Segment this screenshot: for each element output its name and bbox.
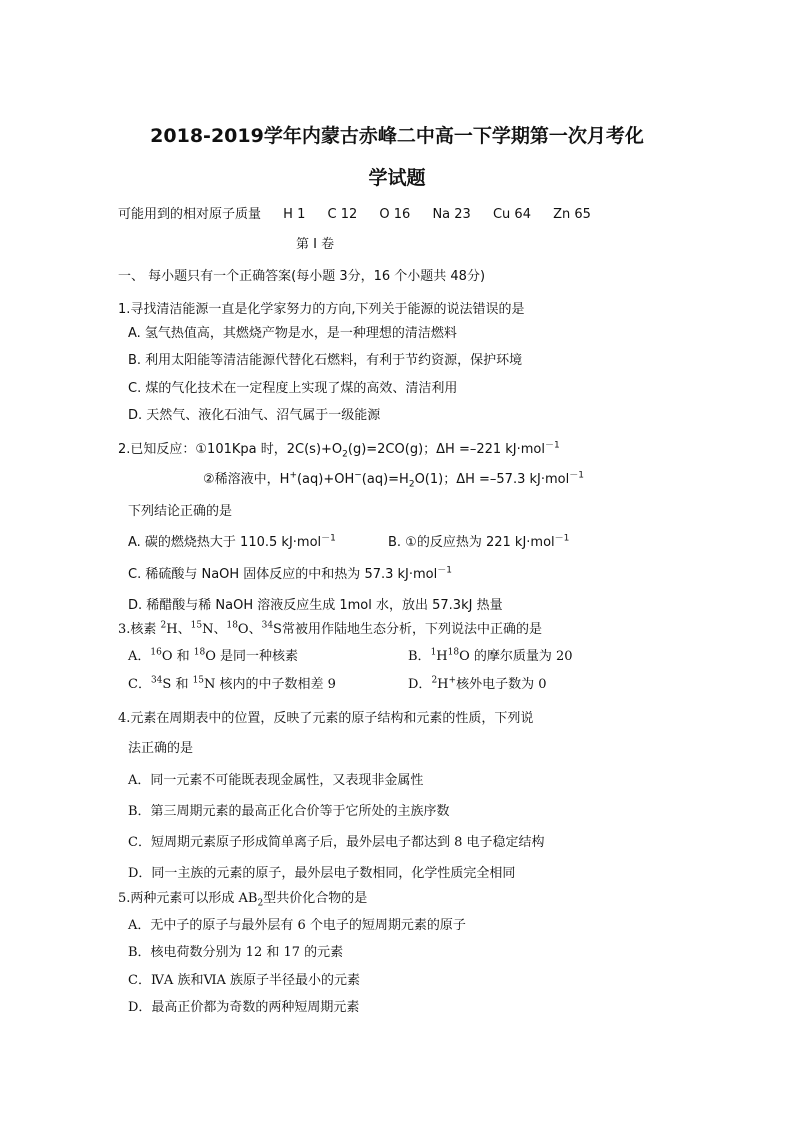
q2-reaction-part: (aq)=H	[361, 472, 409, 487]
volume-heading: 第 I 卷	[296, 237, 335, 252]
q5-option-b: B．核电荷数分别为 12 和 17 的元素	[128, 945, 344, 960]
q3-option-part: O 是同一种核素	[205, 649, 299, 664]
q2-conclusion: 下列结论正确的是	[128, 504, 233, 519]
q5-option-c: C．ⅣA 族和ⅥA 族原子半径最小的元素	[128, 973, 361, 988]
q2-option-c	[128, 566, 452, 584]
q5-stem-part: 型共价化合物的是	[263, 891, 368, 906]
superscript: 1	[430, 647, 437, 658]
q4-option-d: D．同一主族的元素的原子，最外层电子数相同，化学性质完全相同	[128, 866, 516, 881]
q2-stem	[118, 441, 560, 459]
superscript: 34	[261, 620, 274, 631]
superscript: －1	[437, 565, 452, 576]
superscript: 18	[447, 647, 460, 658]
q4-stem-line1: 4.元素在周期表中的位置，反映了元素的原子结构和元素的性质，下列说	[118, 711, 534, 726]
q3-option-part: C．	[128, 677, 151, 692]
q2-option-a-text: A. 碳的燃烧热大于 110.5 kJ·mol	[128, 535, 322, 550]
mass-c: C 12	[327, 207, 358, 222]
q5-stem	[118, 890, 367, 908]
subscript: 2	[342, 449, 348, 460]
mass-o: O 16	[379, 207, 411, 222]
exam-title-line1: 2018-2019学年内蒙古赤峰二中高一下学期第一次月考化	[150, 125, 644, 147]
q3-option-part: O 的摩尔质量为 20	[459, 649, 573, 664]
q3-option-part: O 和	[161, 649, 194, 664]
q1-option-b: B. 利用太阳能等清洁能源代替化石燃料，有利于节约资源，保护环境	[128, 353, 523, 368]
subscript: 2	[257, 898, 264, 909]
q2-reaction-part: (aq)+OH	[296, 472, 355, 487]
superscript: −	[354, 470, 362, 481]
superscript: 18	[193, 647, 206, 658]
subscript: 2	[408, 479, 415, 490]
superscript: 15	[192, 675, 205, 686]
q4-option-b: B．第三周期元素的最高正化合价等于它所处的主族序数	[128, 804, 450, 819]
q3-option-part: A．	[128, 649, 151, 664]
q2-option-b-text: B. ①的反应热为 221 kJ·mol	[388, 535, 555, 550]
superscript: 2	[431, 675, 438, 686]
q3-stem-part: H、	[166, 622, 191, 637]
section-heading: 一、 每小题只有一个正确答案(每小题 3分，16 个小题共 48分)	[118, 269, 486, 284]
q5-option-d: D．最高正价都为奇数的两种短周期元素	[128, 1000, 360, 1015]
atomic-mass-line	[118, 206, 609, 224]
q3-stem	[118, 621, 542, 639]
superscript: 18	[226, 620, 238, 631]
q4-option-a: A．同一元素不可能既表现金属性，又表现非金属性	[128, 773, 424, 788]
mass-zn: Zn 65	[553, 207, 591, 222]
q2-reaction-part: ②稀溶液中，H	[203, 472, 290, 487]
q1-stem: 1.寻找清洁能源一直是化学家努力的方向,下列关于能源的说法错误的是	[118, 302, 525, 317]
superscript: －1	[321, 533, 336, 544]
q3-stem-part: S常被用作陆地生态分析，下列说法中正确的是	[273, 622, 542, 637]
q5-option-a: A．无中子的原子与最外层有 6 个电子的短周期元素的原子	[128, 918, 466, 933]
q2-reaction-2	[203, 471, 584, 489]
q5-stem-part: 5.两种元素可以形成 AB	[118, 891, 258, 906]
mass-h: H 1	[283, 207, 306, 222]
q3-stem-part: 3.核素	[118, 622, 161, 637]
q2-option-b	[388, 534, 569, 552]
q1-option-d: D. 天然气、液化石油气、沼气属于一级能源	[128, 408, 381, 423]
q3-option-b	[408, 648, 573, 666]
q3-option-c	[128, 676, 336, 694]
q3-option-part: B．	[408, 649, 431, 664]
mass-na: Na 23	[432, 207, 471, 222]
q3-option-part: H	[437, 677, 449, 692]
atomic-mass-label: 可能用到的相对原子质量	[118, 207, 262, 222]
superscript: +	[289, 470, 297, 481]
q2-reaction-part: O(1)；ΔH =–57.3 kJ·mol	[414, 472, 570, 487]
superscript: －1	[545, 440, 560, 451]
q3-stem-part: O、	[237, 622, 262, 637]
superscript: 34	[150, 675, 163, 686]
superscript: 2	[160, 620, 167, 631]
q3-option-a	[128, 648, 298, 666]
q3-option-part: 核外电子数为 0	[456, 677, 547, 692]
q4-stem-line2: 法正确的是	[128, 741, 194, 756]
q3-option-d	[408, 676, 546, 694]
q1-option-c: C. 煤的气化技术在一定程度上实现了煤的高效、清洁利用	[128, 381, 458, 396]
superscript: －1	[569, 470, 584, 481]
mass-cu: Cu 64	[492, 207, 531, 222]
q3-option-part: S 和	[162, 677, 193, 692]
q2-option-a	[128, 534, 336, 552]
q2-stem-part: 2.已知反应：①101Kpa 时，2C(s)+O	[118, 442, 343, 457]
q3-option-part: N 核内的中子数相差 9	[204, 677, 336, 692]
q1-option-a: A. 氢气热值高，其燃烧产物是水，是一种理想的清洁燃料	[128, 326, 457, 341]
q2-option-d: D. 稀醋酸与稀 NaOH 溶液反应生成 1mol 水，放出 57.3kJ 热量	[128, 598, 503, 613]
q2-option-c-text: C. 稀硫酸与 NaOH 固体反应的中和热为 57.3 kJ·mol	[128, 567, 438, 582]
q3-option-part: H	[436, 649, 448, 664]
q2-stem-part: (g)=2CO(g)；ΔH =–221 kJ·mol	[347, 442, 546, 457]
superscript: +	[448, 675, 457, 686]
exam-title-line2: 学试题	[368, 167, 426, 189]
superscript: 15	[190, 620, 203, 631]
superscript: －1	[554, 533, 570, 544]
superscript: 16	[150, 647, 162, 658]
q3-stem-part: N、	[202, 622, 227, 637]
q3-option-part: D．	[408, 677, 432, 692]
q4-option-c: C．短周期元素原子形成简单离子后，最外层电子都达到 8 电子稳定结构	[128, 835, 545, 850]
